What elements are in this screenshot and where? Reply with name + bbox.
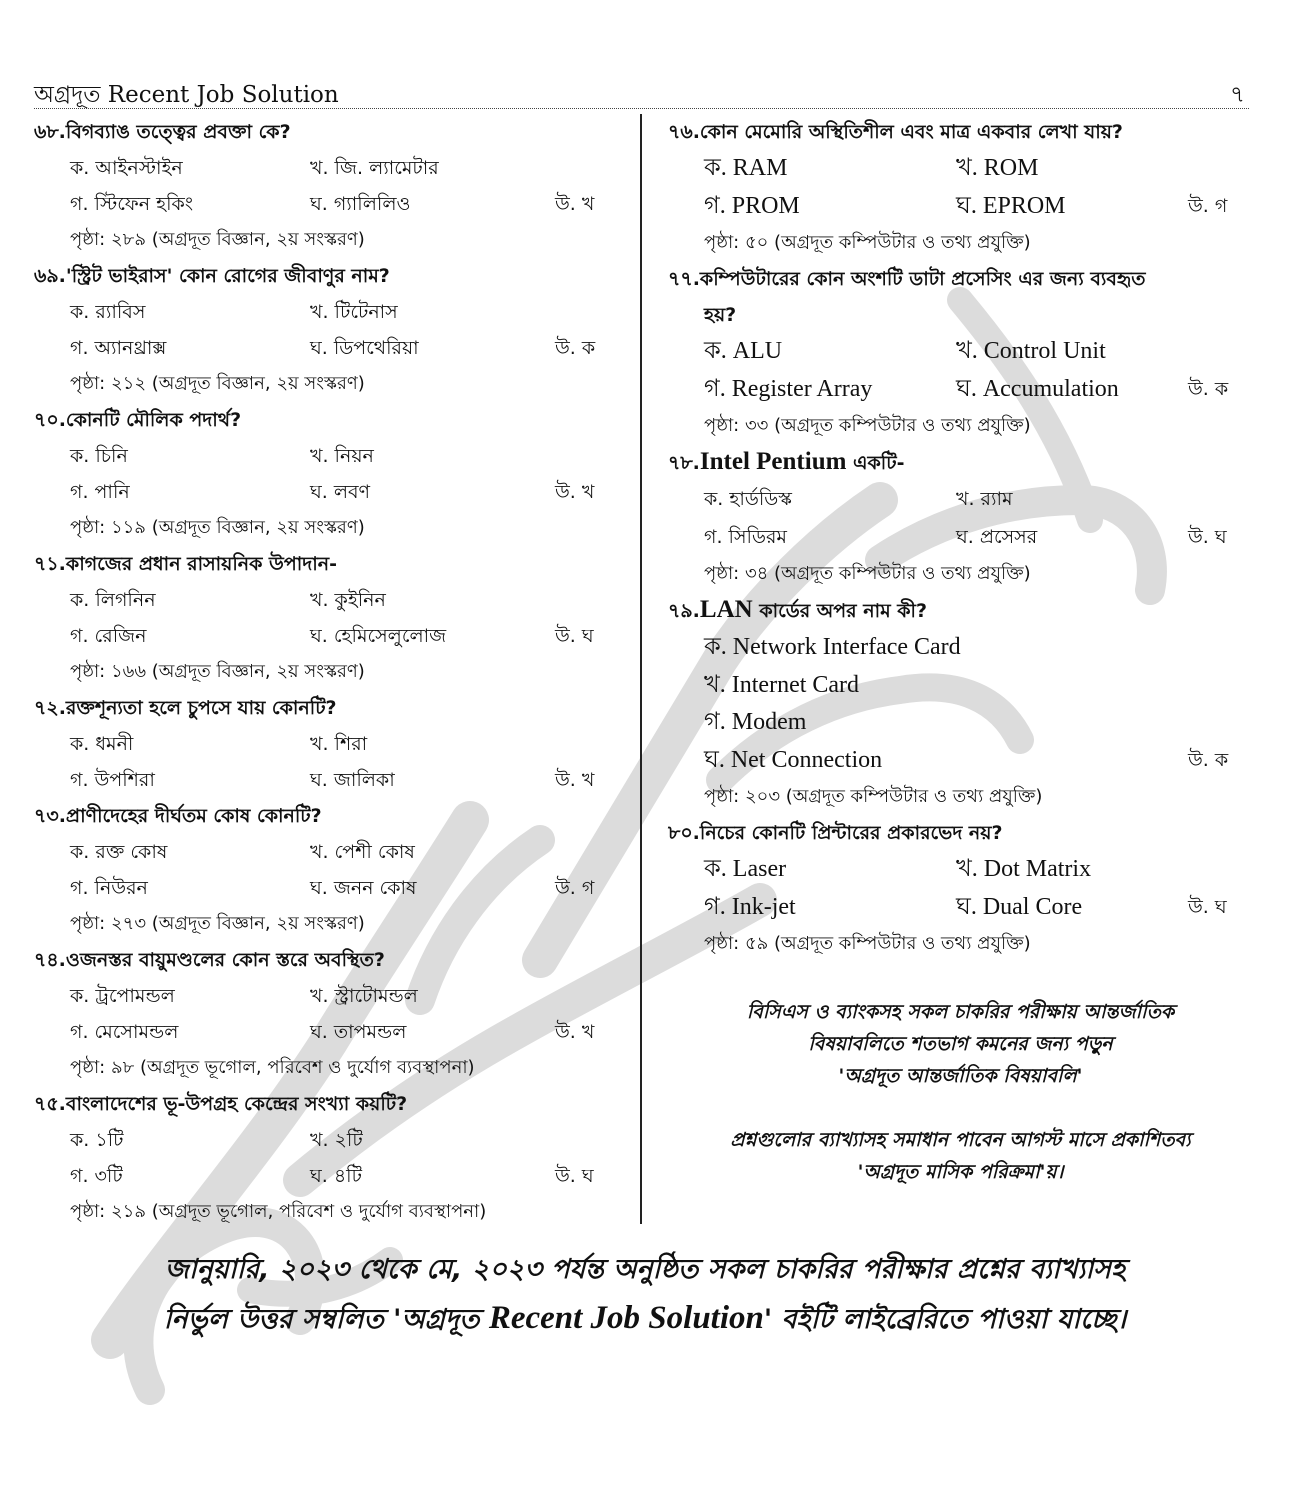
question-text: ৭৫.বাংলাদেশের ভূ-উপগ্রহ কেন্দ্রের সংখ্যা কয়টি? [34,1093,408,1115]
column-divider [640,114,642,1224]
option-row [668,851,1253,889]
promo-line: বিষয়াবলিতে শতভাগ কমনের জন্য পড়ুন [808,1033,1113,1055]
option-row [34,726,626,762]
question-80 [668,815,1253,962]
option-row [34,870,626,906]
option-gha: ঘ. হেমিসেলুলোজ [310,625,447,647]
option-gha: ঘ. প্রসেসর [956,525,1038,548]
option-kha: খ. স্ট্রাটোমন্ডল [310,985,418,1007]
question-english-term: Intel Pentium [699,448,847,475]
promo-line: 'অগ্রদূত মাসিক পরিক্রমা'য়। [857,1161,1064,1183]
option-ka: ক. হার্ডডিস্ক [704,488,792,510]
promo-international-affairs [668,996,1253,1092]
option-kha: খ. Dot Matrix [956,856,1092,882]
option-ka: ক. লিগনিন [70,589,156,611]
option-row [34,294,626,330]
option-kha: খ. ROM [956,155,1039,181]
option-kha: খ. র‍্যাম [956,488,1013,510]
option-row [668,519,1253,557]
option-ka: ক. ALU [704,338,783,364]
option-row [668,333,1253,371]
option-ga: গ. সিডিরম [704,525,787,548]
option-ga: গ. স্টিফেন হকিং [70,193,194,215]
answer-label: উ. ক [555,337,596,359]
answer-label: উ. ক [1188,377,1229,400]
option-gha: ঘ. গ্যালিলিও [310,193,411,215]
option-row [34,186,626,222]
option-row [34,330,626,366]
option-row [668,629,1253,667]
option-ga: গ. নিউরন [70,877,148,899]
question-68 [34,114,626,258]
answer-label: উ. খ [555,481,595,503]
option-ga: গ. Ink-jet [704,893,796,920]
option-ga: গ. Register Array [704,375,873,402]
page-header [34,74,1249,109]
option-kha: খ. পেশী কোষ [310,841,415,863]
reference-line: পৃষ্ঠা: ২১২ (অগ্রদূত বিজ্ঞান, ২য় সংস্করণ) [70,373,365,394]
option-ga: গ. Modem [704,709,807,735]
question-72 [34,690,626,798]
answer-label: উ. ঘ [1188,895,1227,918]
option-ka: ক. রক্ত কোষ [70,841,168,863]
option-ga: গ. PROM [704,192,800,219]
reference-line: পৃষ্ঠা: ৩৪ (অগ্রদূত কম্পিউটার ও তথ্য প্রযুক্তি) [704,563,1031,584]
option-ka: ক. চিনি [70,445,128,467]
reference-line: পৃষ্ঠা: ৫৯ (অগ্রদূত কম্পিউটার ও তথ্য প্রযুক্তি) [704,933,1031,954]
option-ga: গ. রেজিন [70,625,147,647]
option-ka: ক. RAM [704,155,788,181]
option-row [668,742,1253,780]
answer-label: উ. খ [555,193,595,215]
answer-label: উ. ঘ [1188,525,1227,548]
option-ka: ক. র‍্যাবিস [70,301,146,323]
promo-line: বিসিএস ও ব্যাংকসহ সকল চাকরির পরীক্ষায় আন্তর্জাতিক [746,1001,1175,1023]
question-73 [34,798,626,942]
question-76 [668,114,1253,261]
question-text-line1: ৭৭.কম্পিউটারের কোন অংশটি ডাটা প্রসেসিং এর জন্য ব্যবহৃত [668,268,1146,290]
option-ga: গ. মেসোমন্ডল [70,1021,179,1043]
option-kha: খ. টিটেনাস [310,301,398,323]
running-title: অগ্রদূত Recent Job Solution [34,82,339,108]
option-row [34,474,626,510]
option-row [34,978,626,1014]
reference-line: পৃষ্ঠা: ২৭৩ (অগ্রদূত বিজ্ঞান, ২য় সংস্করণ) [70,913,365,934]
reference-line: পৃষ্ঠা: ২১৯ (অগ্রদূত ভূগোল, পরিবেশ ও দুর্যোগ ব্যবস্থাপনা) [70,1201,487,1222]
option-gha: ঘ. জনন কোষ [310,877,417,899]
option-kha: খ. কুইনিন [310,589,386,611]
option-kha: খ. শিরা [310,733,368,755]
option-ka: ক. আইনস্টাইন [70,157,183,179]
option-ga: গ. পানি [70,481,130,503]
question-text: ৭০.কোনটি মৌলিক পদার্থ? [34,409,242,431]
answer-label: উ. খ [555,1021,595,1043]
reference-line: পৃষ্ঠা: ৯৮ (অগ্রদূত ভূগোল, পরিবেশ ও দুর্যোগ ব্যবস্থাপনা) [70,1057,475,1078]
option-row [668,188,1253,226]
option-kha: খ. Control Unit [956,338,1106,364]
option-row [34,834,626,870]
question-english-term: LAN [699,596,753,623]
option-row [34,438,626,474]
question-text: ৭১.কাগজের প্রধান রাসায়নিক উপাদান- [34,553,337,575]
question-text: ৬৯.'স্ট্রিট ভাইরাস' কোন রোগের জীবাণুর নাম? [34,265,390,287]
question-78 [668,444,1253,592]
option-row [34,150,626,186]
reference-line: পৃষ্ঠা: ২০৩ (অগ্রদূত কম্পিউটার ও তথ্য প্রযুক্তি) [704,786,1043,807]
option-kha: খ. জি. ল্যামেটার [310,157,439,179]
question-text [668,592,1253,629]
option-row [34,618,626,654]
footer-text: ' বইটি লাইব্রেরিতে পাওয়া যাচ্ছে। [763,1304,1127,1335]
footer-line-2 [60,1294,1230,1344]
question-text: ৭৩.প্রাণীদেহের দীর্ঘতম কোষ কোনটি? [34,805,322,827]
option-gha: ঘ. জালিকা [310,769,395,791]
option-ka: ক. ধমনী [70,733,134,755]
option-gha: ঘ. তাপমন্ডল [310,1021,407,1043]
option-row [668,371,1253,409]
option-row [668,150,1253,188]
option-row [34,1122,626,1158]
option-ka: ক. Laser [704,856,787,882]
option-gha: ঘ. লবণ [310,481,371,503]
question-75 [34,1086,626,1230]
answer-label: উ. খ [555,769,595,791]
left-column [34,114,626,1230]
reference-line: পৃষ্ঠা: ৩৩ (অগ্রদূত কম্পিউটার ও তথ্য প্রযুক্তি) [704,415,1031,436]
reference-line: পৃষ্ঠা: ৫০ (অগ্রদূত কম্পিউটার ও তথ্য প্রযুক্তি) [704,232,1031,253]
option-kha: খ. ২টি [310,1129,363,1151]
option-gha: ঘ. Net Connection [704,746,883,773]
option-gha: ঘ. ৪টি [310,1165,362,1187]
option-ka: ক. Network Interface Card [704,634,961,660]
option-kha: খ. নিয়ন [310,445,374,467]
option-row [668,481,1253,519]
option-row [668,889,1253,927]
option-ka: ক. ১টি [70,1129,124,1151]
promo-line: প্রশ্নগুলোর ব্যাখ্যাসহ সমাধান পাবেন আগস্ট মাসে প্রকাশিতব্য [730,1129,1191,1151]
question-rest: একটি- [846,452,905,474]
option-row [34,582,626,618]
question-text: ৭২.রক্তশূন্যতা হলে চুপসে যায় কোনটি? [34,697,337,719]
answer-label: উ. ঘ [555,1165,594,1187]
reference-line: পৃষ্ঠা: ১৬৬ (অগ্রদূত বিজ্ঞান, ২য় সংস্করণ) [70,661,365,682]
question-71 [34,546,626,690]
question-74 [34,942,626,1086]
option-gha: ঘ. Accumulation [956,375,1119,402]
question-rest: কার্ডের অপর নাম কী? [752,600,927,622]
option-ga: গ. অ্যানথ্রাক্স [70,337,167,359]
question-77 [668,261,1253,444]
answer-label: উ. ঘ [555,625,594,647]
option-row [34,762,626,798]
page-number: ৭ [1230,82,1245,108]
question-text-line2: হয়? [704,304,737,326]
question-69 [34,258,626,402]
option-row [668,667,1253,705]
reference-line: পৃষ্ঠা: ১১৯ (অগ্রদূত বিজ্ঞান, ২য় সংস্করণ) [70,517,365,538]
footer-text: নির্ভুল উত্তর সম্বলিত 'অগ্রদূত [163,1304,489,1335]
option-ga: গ. উপশিরা [70,769,155,791]
option-gha: ঘ. ডিপথেরিয়া [310,337,419,359]
question-number: ৭৮. [668,452,700,474]
question-text: ৭৪.ওজনস্তর বায়ুমণ্ডলের কোন স্তরে অবস্থিত? [34,949,385,971]
footer-book-title: Recent Job Solution [488,1300,764,1336]
question-number: ৭৯. [668,600,700,622]
promo-line: 'অগ্রদূত আন্তর্জাতিক বিষয়াবলি' [838,1065,1083,1087]
option-row [34,1158,626,1194]
option-gha: ঘ. EPROM [956,192,1066,219]
question-text [668,444,1253,481]
reference-line: পৃষ্ঠা: ২৮৯ (অগ্রদূত বিজ্ঞান, ২য় সংস্করণ) [70,229,365,250]
option-ga: গ. ৩টি [70,1165,123,1187]
question-text: ৮০.নিচের কোনটি প্রিন্টারের প্রকারভেদ নয়? [668,822,1003,844]
option-row [34,1014,626,1050]
option-row [668,704,1253,742]
answer-label: উ. গ [555,877,595,899]
question-text: ৭৬.কোন মেমোরি অস্থিতিশীল এবং মাত্র একবার লেখা যায়? [668,121,1123,143]
answer-label: উ. গ [1188,194,1228,217]
question-text: ৬৮.বিগব্যাঙ তত্ত্বের প্রবক্তা কে? [34,121,291,143]
promo-monthly-magazine [668,1124,1253,1188]
question-79 [668,592,1253,815]
option-ka: ক. ট্রপোমন্ডল [70,985,175,1007]
right-column [668,114,1253,962]
answer-label: উ. ক [1188,748,1229,771]
option-kha: খ. Internet Card [704,671,860,698]
option-gha: ঘ. Dual Core [956,893,1083,920]
question-70 [34,402,626,546]
footer-line-1: জানুয়ারি, ২০২৩ থেকে মে, ২০২৩ পর্যন্ত অনুষ্ঠিত সকল চাকরির পরীক্ষার প্রশ্নের ব্যাখ্যাসহ [164,1254,1126,1285]
